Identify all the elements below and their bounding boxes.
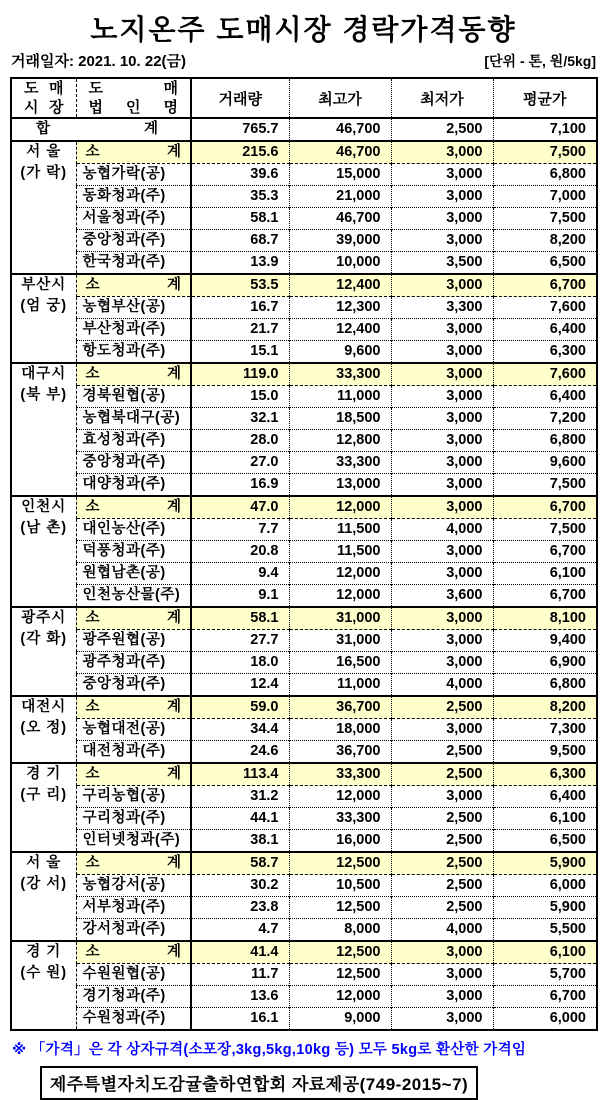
volume-cell: 215.6 [191, 141, 289, 164]
volume-cell: 13.6 [191, 986, 289, 1008]
market-name: 경 기 [26, 944, 62, 960]
volume-cell: 9.4 [191, 563, 289, 585]
avg-price-cell: 7,600 [493, 297, 597, 319]
corporation-row [11, 164, 597, 186]
high-price-cell: 31,000 [289, 630, 391, 652]
header-market: 도 매 시 장 [11, 78, 76, 118]
avg-price-cell: 6,300 [493, 341, 597, 364]
avg-price-cell: 5,900 [493, 852, 597, 875]
corp-name-cell: 경기청과(주) [76, 986, 191, 1008]
high-price-cell: 9,600 [289, 341, 391, 364]
corporation-row [11, 474, 597, 497]
subtotal-row [11, 363, 597, 386]
volume-cell: 68.7 [191, 230, 289, 252]
source-text: 제주특별자치도감귤출하연합회 자료제공(749-2015~7) [49, 1075, 469, 1094]
market-cell [11, 141, 76, 274]
market-branch: (수 원) [20, 965, 68, 981]
low-price-cell: 3,300 [391, 297, 493, 319]
avg-price-cell: 7,000 [493, 186, 597, 208]
volume-cell: 15.0 [191, 386, 289, 408]
avg-price-cell: 8,200 [493, 230, 597, 252]
market-name: 서 울 [26, 144, 62, 160]
low-price-cell: 3,000 [391, 408, 493, 430]
low-price-cell: 3,000 [391, 941, 493, 964]
low-price-cell: 3,000 [391, 630, 493, 652]
corp-name-cell: 대양청과(주) [76, 474, 191, 497]
market-branch: (구 리) [20, 787, 68, 803]
header-volume: 거래량 [191, 78, 289, 118]
high-price-cell: 11,000 [289, 674, 391, 697]
volume-cell: 7.7 [191, 519, 289, 541]
subtotal-label-cell: 소 계 [76, 363, 191, 386]
corporation-row [11, 386, 597, 408]
corporation-row [11, 230, 597, 252]
volume-cell: 23.8 [191, 897, 289, 919]
subtotal-label-cell: 소 계 [76, 941, 191, 964]
avg-price-cell: 6,700 [493, 541, 597, 563]
corp-name-cell: 농협북대구(공) [76, 408, 191, 430]
low-price-cell: 3,500 [391, 252, 493, 275]
corporation-row [11, 186, 597, 208]
high-price-cell: 12,400 [289, 319, 391, 341]
corporation-row [11, 630, 597, 652]
corp-name-cell: 강서청과(주) [76, 919, 191, 942]
avg-price-cell: 7,200 [493, 408, 597, 430]
avg-price-cell: 7,500 [493, 141, 597, 164]
high-price-cell: 12,800 [289, 430, 391, 452]
price-footnote: ※ 「가격」은 각 상자규격(소포장,3kg,5kg,10kg 등) 모두 5kg로 환산한 가격임 [12, 1042, 527, 1058]
corporation-row [11, 986, 597, 1008]
corporation-row [11, 786, 597, 808]
market-cell [11, 696, 76, 763]
high-price-cell: 12,500 [289, 897, 391, 919]
subtotal-row [11, 141, 597, 164]
volume-cell: 15.1 [191, 341, 289, 364]
avg-price-cell: 6,900 [493, 652, 597, 674]
high-price-cell: 33,300 [289, 452, 391, 474]
high-price-cell: 16,000 [289, 830, 391, 853]
avg-price-cell: 7,500 [493, 519, 597, 541]
low-price-cell: 2,500 [391, 875, 493, 897]
corp-name-cell: 효성청과(주) [76, 430, 191, 452]
high-price-cell: 12,000 [289, 496, 391, 519]
low-price-cell: 2,500 [391, 696, 493, 719]
avg-price-cell: 7,500 [493, 208, 597, 230]
subtotal-label-cell: 소 계 [76, 763, 191, 786]
high-price-cell: 10,000 [289, 252, 391, 275]
market-branch: (남 촌) [20, 520, 68, 536]
high-price-cell: 12,400 [289, 274, 391, 297]
volume-cell: 39.6 [191, 164, 289, 186]
low-price-cell: 3,000 [391, 1008, 493, 1031]
low-price-cell: 3,000 [391, 230, 493, 252]
volume-cell: 4.7 [191, 919, 289, 942]
volume-cell: 119.0 [191, 363, 289, 386]
avg-price-cell: 9,400 [493, 630, 597, 652]
corp-name-cell: 중앙청과(주) [76, 230, 191, 252]
avg-price-cell: 9,600 [493, 452, 597, 474]
volume-cell: 44.1 [191, 808, 289, 830]
volume-cell: 53.5 [191, 274, 289, 297]
corp-name-cell: 중앙청과(주) [76, 452, 191, 474]
unit-label: [단위 - 톤, 원/5kg] [484, 53, 596, 69]
high-price-cell: 12,500 [289, 964, 391, 986]
volume-cell: 34.4 [191, 719, 289, 741]
low-price-cell: 4,000 [391, 919, 493, 942]
high-price-cell: 11,000 [289, 386, 391, 408]
high-price-cell: 12,500 [289, 852, 391, 875]
volume-cell: 24.6 [191, 741, 289, 764]
low-price-cell: 3,000 [391, 541, 493, 563]
low-price-cell: 4,000 [391, 519, 493, 541]
market-name: 부산시 [21, 277, 67, 293]
corp-name-cell: 원협남촌(공) [76, 563, 191, 585]
corp-name-cell: 서부청과(주) [76, 897, 191, 919]
page-title: 노지온주 도매시장 경락가격동향 [90, 14, 517, 45]
subtotal-row [11, 607, 597, 630]
corp-name-cell: 덕풍청과(주) [76, 541, 191, 563]
avg-price-cell: 6,500 [493, 252, 597, 275]
header-low-price: 최저가 [391, 78, 493, 118]
market-cell [11, 274, 76, 363]
corporation-row [11, 585, 597, 608]
avg-price-cell: 7,500 [493, 474, 597, 497]
corporation-row [11, 452, 597, 474]
subtotal-row [11, 696, 597, 719]
corp-name-cell: 농협부산(공) [76, 297, 191, 319]
market-cell [11, 852, 76, 941]
high-price-cell: 18,500 [289, 408, 391, 430]
corp-name-cell: 수원원협(공) [76, 964, 191, 986]
high-price-cell: 36,700 [289, 741, 391, 764]
volume-cell: 16.7 [191, 297, 289, 319]
volume-cell: 38.1 [191, 830, 289, 853]
header-corporation: 도 매 법 인 명 [76, 78, 191, 118]
corp-name-cell: 인터넷청과(주) [76, 830, 191, 853]
high-price-cell: 18,000 [289, 719, 391, 741]
low-price-cell: 2,500 [391, 763, 493, 786]
header-high-price: 최고가 [289, 78, 391, 118]
high-price-cell: 12,300 [289, 297, 391, 319]
high-price-cell: 12,000 [289, 563, 391, 585]
corp-name-cell: 농협강서(공) [76, 875, 191, 897]
corporation-row [11, 541, 597, 563]
corporation-row [11, 1008, 597, 1031]
avg-price-cell: 6,100 [493, 941, 597, 964]
avg-price-cell: 9,500 [493, 741, 597, 764]
low-price-cell: 3,000 [391, 474, 493, 497]
low-price-cell: 3,000 [391, 496, 493, 519]
corp-name-cell: 대전청과(주) [76, 741, 191, 764]
avg-price-cell: 6,100 [493, 808, 597, 830]
avg-price-cell: 6,800 [493, 430, 597, 452]
avg-price-cell: 6,300 [493, 763, 597, 786]
corporation-row [11, 830, 597, 853]
table-body [11, 118, 597, 1030]
high-price-cell: 46,700 [289, 118, 391, 141]
market-name: 인천시 [21, 499, 67, 515]
low-price-cell: 2,500 [391, 118, 493, 141]
corporation-row [11, 208, 597, 230]
low-price-cell: 2,500 [391, 741, 493, 764]
high-price-cell: 8,000 [289, 919, 391, 942]
high-price-cell: 11,500 [289, 541, 391, 563]
avg-price-cell: 6,500 [493, 830, 597, 853]
avg-price-cell: 6,800 [493, 164, 597, 186]
meta-row [11, 50, 596, 71]
table-header [11, 78, 597, 118]
avg-price-cell: 8,200 [493, 696, 597, 719]
volume-cell: 16.1 [191, 1008, 289, 1031]
trade-date-label: 거래일자: 2021. 10. 22(금) [11, 53, 187, 70]
header-avg-price: 평균가 [493, 78, 597, 118]
corporation-row [11, 252, 597, 275]
market-name: 서 울 [26, 855, 62, 871]
avg-price-cell: 6,800 [493, 674, 597, 697]
volume-cell: 11.7 [191, 964, 289, 986]
volume-cell: 9.1 [191, 585, 289, 608]
avg-price-cell: 6,400 [493, 319, 597, 341]
corp-name-cell: 수원청과(주) [76, 1008, 191, 1031]
price-table [10, 77, 598, 1031]
market-cell [11, 607, 76, 696]
corporation-row [11, 919, 597, 942]
high-price-cell: 21,000 [289, 186, 391, 208]
volume-cell: 765.7 [191, 118, 289, 141]
high-price-cell: 12,000 [289, 786, 391, 808]
corporation-row [11, 319, 597, 341]
subtotal-label-cell: 소 계 [76, 607, 191, 630]
avg-price-cell: 6,700 [493, 986, 597, 1008]
subtotal-row [11, 941, 597, 964]
low-price-cell: 2,500 [391, 852, 493, 875]
corp-name-cell: 부산청과(주) [76, 319, 191, 341]
corporation-row [11, 719, 597, 741]
avg-price-cell: 7,100 [493, 118, 597, 141]
volume-cell: 35.3 [191, 186, 289, 208]
corp-name-cell: 항도청과(주) [76, 341, 191, 364]
subtotal-label-cell: 소 계 [76, 141, 191, 164]
avg-price-cell: 7,600 [493, 363, 597, 386]
high-price-cell: 36,700 [289, 696, 391, 719]
subtotal-label-cell: 소 계 [76, 496, 191, 519]
subtotal-label-cell: 소 계 [76, 274, 191, 297]
low-price-cell: 4,000 [391, 674, 493, 697]
corporation-row [11, 674, 597, 697]
avg-price-cell: 5,900 [493, 897, 597, 919]
avg-price-cell: 6,100 [493, 563, 597, 585]
corporation-row [11, 430, 597, 452]
low-price-cell: 3,000 [391, 164, 493, 186]
volume-cell: 58.1 [191, 208, 289, 230]
market-branch: (가 락) [20, 165, 68, 181]
avg-price-cell: 6,700 [493, 274, 597, 297]
corp-name-cell: 한국청과(주) [76, 252, 191, 275]
source-box [40, 1066, 478, 1100]
corp-name-cell: 구리농협(공) [76, 786, 191, 808]
low-price-cell: 3,000 [391, 719, 493, 741]
corporation-row [11, 808, 597, 830]
subtotal-label-cell: 소 계 [76, 696, 191, 719]
market-branch: (강 서) [20, 876, 68, 892]
market-name: 대구시 [21, 366, 67, 382]
volume-cell: 41.4 [191, 941, 289, 964]
corp-name-cell: 대인농산(주) [76, 519, 191, 541]
corporation-row [11, 964, 597, 986]
volume-cell: 47.0 [191, 496, 289, 519]
corporation-row [11, 563, 597, 585]
market-branch: (오 정) [20, 720, 68, 736]
avg-price-cell: 6,400 [493, 786, 597, 808]
high-price-cell: 39,000 [289, 230, 391, 252]
corporation-row [11, 519, 597, 541]
subtotal-row [11, 763, 597, 786]
corporation-row [11, 408, 597, 430]
volume-cell: 58.7 [191, 852, 289, 875]
low-price-cell: 3,000 [391, 964, 493, 986]
volume-cell: 32.1 [191, 408, 289, 430]
avg-price-cell: 7,300 [493, 719, 597, 741]
high-price-cell: 12,500 [289, 941, 391, 964]
low-price-cell: 3,000 [391, 341, 493, 364]
market-cell [11, 763, 76, 852]
corp-name-cell: 농협대전(공) [76, 719, 191, 741]
high-price-cell: 46,700 [289, 208, 391, 230]
volume-cell: 59.0 [191, 696, 289, 719]
volume-cell: 27.0 [191, 452, 289, 474]
total-row [11, 118, 597, 141]
avg-price-cell: 5,700 [493, 964, 597, 986]
subtotal-label-cell: 소 계 [76, 852, 191, 875]
high-price-cell: 10,500 [289, 875, 391, 897]
low-price-cell: 3,000 [391, 986, 493, 1008]
avg-price-cell: 6,700 [493, 496, 597, 519]
low-price-cell: 3,000 [391, 274, 493, 297]
volume-cell: 12.4 [191, 674, 289, 697]
volume-cell: 20.8 [191, 541, 289, 563]
volume-cell: 18.0 [191, 652, 289, 674]
corp-name-cell: 구리청과(주) [76, 808, 191, 830]
corporation-row [11, 297, 597, 319]
corp-name-cell: 서울청과(주) [76, 208, 191, 230]
high-price-cell: 46,700 [289, 141, 391, 164]
volume-cell: 27.7 [191, 630, 289, 652]
high-price-cell: 33,300 [289, 763, 391, 786]
low-price-cell: 3,000 [391, 141, 493, 164]
market-cell [11, 363, 76, 496]
subtotal-row [11, 496, 597, 519]
high-price-cell: 12,000 [289, 585, 391, 608]
corporation-row [11, 741, 597, 764]
volume-cell: 28.0 [191, 430, 289, 452]
corp-name-cell: 중앙청과(주) [76, 674, 191, 697]
low-price-cell: 3,000 [391, 607, 493, 630]
volume-cell: 21.7 [191, 319, 289, 341]
low-price-cell: 3,000 [391, 186, 493, 208]
volume-cell: 30.2 [191, 875, 289, 897]
corp-name-cell: 농협가락(공) [76, 164, 191, 186]
high-price-cell: 33,300 [289, 808, 391, 830]
corporation-row [11, 897, 597, 919]
avg-price-cell: 6,000 [493, 1008, 597, 1031]
market-name: 경 기 [26, 766, 62, 782]
high-price-cell: 33,300 [289, 363, 391, 386]
low-price-cell: 3,000 [391, 430, 493, 452]
header-row [11, 78, 597, 118]
subtotal-row [11, 274, 597, 297]
low-price-cell: 3,000 [391, 386, 493, 408]
low-price-cell: 3,600 [391, 585, 493, 608]
corp-name-cell: 인천농산물(주) [76, 585, 191, 608]
avg-price-cell: 8,100 [493, 607, 597, 630]
corp-name-cell: 동화청과(주) [76, 186, 191, 208]
low-price-cell: 2,500 [391, 808, 493, 830]
market-name: 대전시 [21, 699, 67, 715]
market-name: 광주시 [21, 610, 67, 626]
high-price-cell: 11,500 [289, 519, 391, 541]
market-cell [11, 496, 76, 607]
high-price-cell: 13,000 [289, 474, 391, 497]
corp-name-cell: 광주원협(공) [76, 630, 191, 652]
avg-price-cell: 6,400 [493, 386, 597, 408]
low-price-cell: 3,000 [391, 319, 493, 341]
market-branch: (엄 궁) [20, 298, 68, 314]
avg-price-cell: 6,000 [493, 875, 597, 897]
total-label-cell: 합 계 [36, 121, 158, 137]
low-price-cell: 3,000 [391, 563, 493, 585]
avg-price-cell: 6,700 [493, 585, 597, 608]
high-price-cell: 15,000 [289, 164, 391, 186]
volume-cell: 31.2 [191, 786, 289, 808]
volume-cell: 113.4 [191, 763, 289, 786]
volume-cell: 13.9 [191, 252, 289, 275]
low-price-cell: 2,500 [391, 830, 493, 853]
subtotal-row [11, 852, 597, 875]
low-price-cell: 3,000 [391, 363, 493, 386]
low-price-cell: 3,000 [391, 208, 493, 230]
high-price-cell: 31,000 [289, 607, 391, 630]
corporation-row [11, 652, 597, 674]
low-price-cell: 3,000 [391, 786, 493, 808]
low-price-cell: 3,000 [391, 652, 493, 674]
high-price-cell: 12,000 [289, 986, 391, 1008]
low-price-cell: 2,500 [391, 897, 493, 919]
market-branch: (북 부) [20, 387, 68, 403]
high-price-cell: 9,000 [289, 1008, 391, 1031]
corp-name-cell: 경북원협(공) [76, 386, 191, 408]
volume-cell: 58.1 [191, 607, 289, 630]
volume-cell: 16.9 [191, 474, 289, 497]
market-branch: (각 화) [20, 631, 68, 647]
corporation-row [11, 341, 597, 364]
market-cell [11, 941, 76, 1030]
low-price-cell: 3,000 [391, 452, 493, 474]
corporation-row [11, 875, 597, 897]
high-price-cell: 16,500 [289, 652, 391, 674]
corp-name-cell: 광주청과(주) [76, 652, 191, 674]
avg-price-cell: 5,500 [493, 919, 597, 942]
